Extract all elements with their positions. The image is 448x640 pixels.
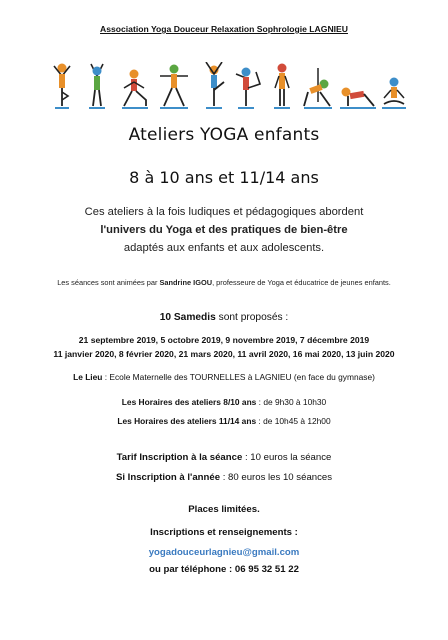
registration-heading: Inscriptions et renseignements : bbox=[150, 527, 298, 538]
pricing bbox=[0, 448, 448, 488]
pricing-per-session: Tarif Inscription à la séance : 10 euros la séance bbox=[116, 452, 332, 463]
yoga-lotus-pose-icon bbox=[382, 78, 406, 109]
association-name: Association Yoga Douceur Relaxation Sophrologie LAGNIEU bbox=[100, 24, 348, 34]
schedule-8-10: Les Horaires des ateliers 8/10 ans : de 9h30 à 10h30 bbox=[121, 397, 327, 407]
intro-line-2: l'univers du Yoga et des pratiques de bien-être bbox=[100, 224, 348, 236]
session-dates-line-1: 21 septembre 2019, 5 octobre 2019, 9 novembre 2019, 7 décembre 2019 bbox=[78, 335, 370, 345]
session-dates-line-2: 11 janvier 2020, 8 février 2020, 21 mars 2020, 11 avril 2020, 16 mai 2020, 13 juin 2020 bbox=[53, 349, 395, 359]
instructor-name: Sandrine IGOU bbox=[159, 278, 213, 287]
page-subtitle: 8 à 10 ans et 11/14 ans bbox=[129, 168, 319, 187]
yoga-arms-up-pose-icon bbox=[89, 64, 105, 108]
yoga-plank-pose-icon bbox=[340, 88, 376, 109]
contact-email-link[interactable]: yogadouceurlagnieu@gmail.com bbox=[148, 547, 300, 558]
contact-phone-value: : 06 95 32 51 22 bbox=[226, 564, 299, 575]
intro-line-1: Ces ateliers à la fois ludiques et pédagogiques abordent bbox=[84, 206, 364, 218]
session-dates bbox=[0, 333, 448, 361]
intro-line-3: adaptés aux enfants et aux adolescents. bbox=[123, 242, 325, 254]
contact-phone bbox=[0, 564, 448, 575]
yoga-standing-pose-icon bbox=[274, 62, 290, 108]
contact-phone-label: ou par téléphone bbox=[149, 564, 227, 575]
yoga-balance-pose-icon bbox=[206, 62, 224, 108]
instructor-note bbox=[0, 278, 448, 287]
venue bbox=[0, 372, 448, 382]
venue-label: Le Lieu bbox=[73, 372, 103, 382]
yoga-tree-pose-icon bbox=[54, 62, 70, 108]
instructor-note-suffix: , professeure de Yoga et éducatrice de jeunes enfants. bbox=[212, 278, 391, 287]
limited-places-note: Places limitées. bbox=[188, 504, 260, 515]
yoga-warrior-pose-icon bbox=[160, 65, 188, 109]
yoga-triangle-pose-icon bbox=[304, 68, 332, 108]
venue-value: : Ecole Maternelle des TOURNELLES à LAGNIEU (en face du gymnase) bbox=[102, 372, 375, 382]
schedule-11-14: Les Horaires des ateliers 11/14 ans : de 10h45 à 12h00 bbox=[117, 416, 331, 426]
sessions-heading bbox=[0, 312, 448, 323]
intro-paragraph bbox=[0, 203, 448, 257]
instructor-note-prefix: Les séances sont animées par bbox=[57, 278, 160, 287]
sessions-heading-rest: sont proposés : bbox=[215, 312, 289, 323]
yoga-lunge-pose-icon bbox=[122, 70, 148, 109]
sessions-count: 10 Samedis bbox=[159, 312, 216, 323]
page-title: Ateliers YOGA enfants bbox=[128, 125, 320, 145]
schedule bbox=[0, 393, 448, 431]
pricing-annual: Si Inscription à l'année : 80 euros les 10 séances bbox=[115, 472, 333, 483]
yoga-dancer-pose-icon bbox=[236, 68, 260, 109]
yoga-poses-banner bbox=[40, 62, 410, 110]
